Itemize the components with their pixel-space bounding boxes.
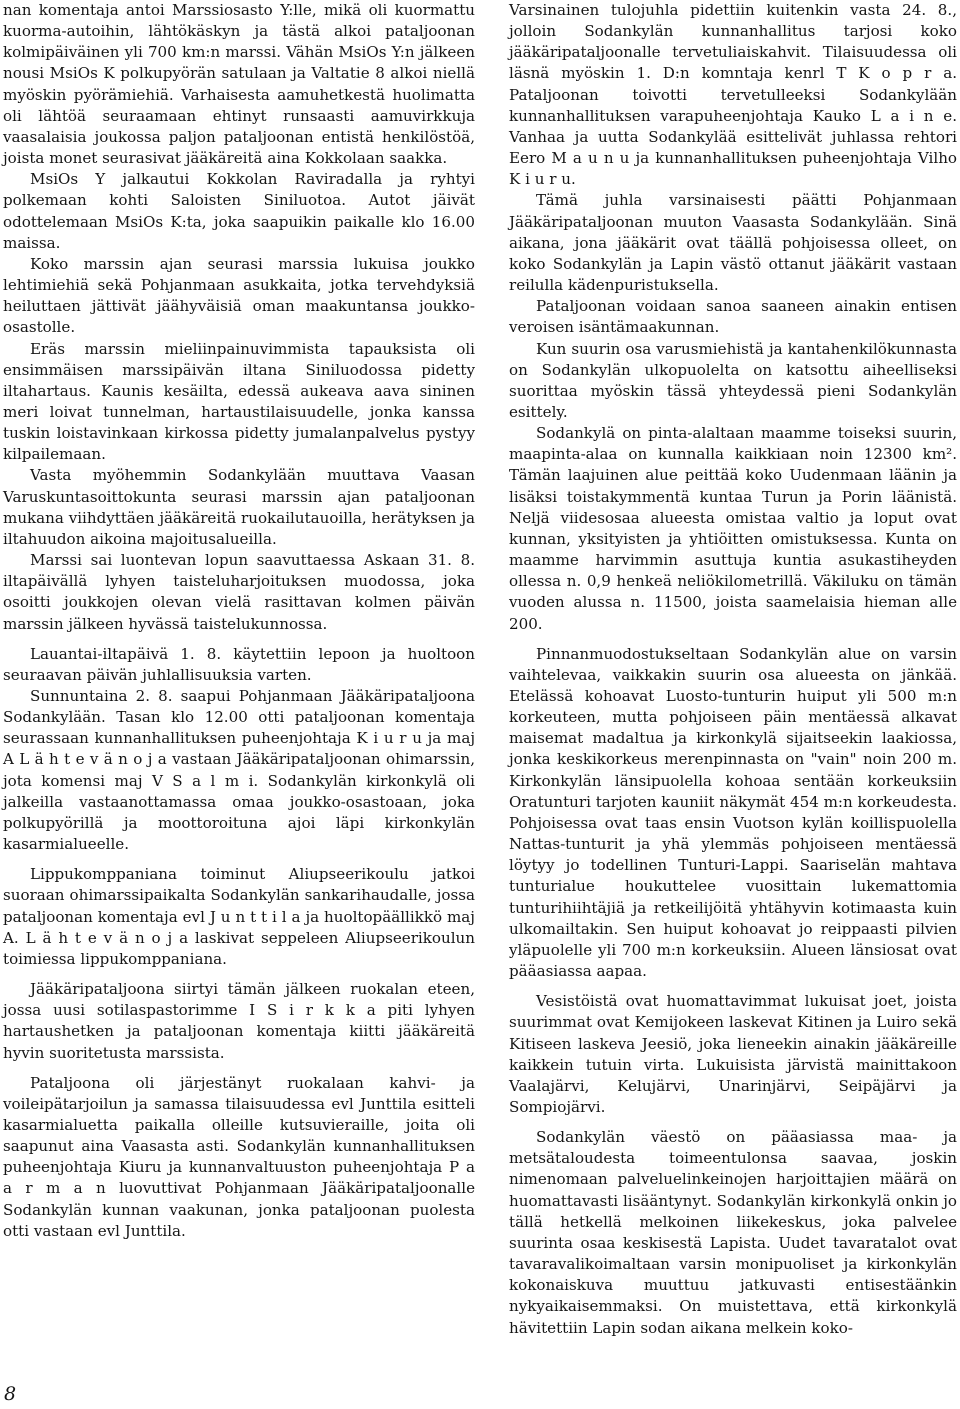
body-paragraph: Lauantai-iltapäivä 1. 8. käytettiin lepoon ja huoltoon seuraavan päivän juhlallisuuksia varten. bbox=[3, 644, 475, 684]
body-paragraph: Jääkäripataljoona siirtyi tämän jälkeen ruokalan eteen, jossa uusi sotilaspastorimme I S i r k k a piti lyhyen hartaushetken ja pataljoonan komentaja kiitti jääkäreitä hyvin suoritetusta marssista. bbox=[3, 980, 475, 1062]
body-paragraph: Lippukomppaniana toiminut Aliupseerikoulu jatkoi suoraan ohimarssipaikalta Sodankylän sankarihaudalle, jossa pataljoonan komentaja evl J u n t t i l a ja huoltopäällikkö maj A. L ä h t e v ä n o j a laskivat seppeleen Aliupseerikoulun toimiessa lippukomppaniana. bbox=[3, 865, 475, 968]
body-paragraph: nan komentaja antoi Marssiosasto Y:lle, mikä oli kuormattu kuorma-autoihin, lähtökäskyn ja tästä alkoi pataljoonan kolmipäiväinen yli 700 km:n marssi. Vähän MsiOs Y:n jälkeen nousi MsiOs K polkupyörän satulaan ja Valtatie 8 alkoi niellä myöskin pyörämiehiä. Varhaisesta aamuhetkestä huolimatta oli lähtöä seuraamaan ehtinyt runsaasti aamuvirkkuja vaasalaisia joukossa paljon pataljoonan entistä henkilöstöä, joista monet seurasivat jääkäreitä aina Kokkolaan saakka. bbox=[3, 1, 475, 168]
body-paragraph: Kun suurin osa varusmiehistä ja kantahenkilökunnasta on Sodankylän ulkopuolelta on katsottu aiheelliseksi suorittaa myöskin tässä yhteydessä pieni Sodankylän esittely. bbox=[509, 339, 957, 421]
body-paragraph: Sunnuntaina 2. 8. saapui Pohjanmaan Jääkäripataljoona Sodankylään. Tasan klo 12.00 otti pataljoonan komentaja seurassaan kunnanhallituksen puheenjohtaja K i u r u ja maj A L ä h t e v ä n o j a vastaan Jääkäripataljoonan ohimarssin, jota komensi maj V S a l m i. Sodankylän kirkonkylä oli jalkeilla vastaanottamassa omaa joukko-osastoaan, joka polkupyörillä ja moottoroituna ajoi läpi kirkonkylän kasarmialueelle. bbox=[3, 687, 475, 854]
body-paragraph: Tämä juhla varsinaisesti päätti Pohjanmaan Jääkäripataljoonan muuton Vaasasta Sodankylään. Sinä aikana, jona jääkärit ovat täällä pohjoisessa olleet, on koko Sodankylän ja Lapin västö ottanut jääkärit vastaan reilulla kädenpuristuksella. bbox=[509, 191, 957, 295]
body-paragraph: Sodankylä on pinta-alaltaan maamme toiseksi suurin, maapinta-alaa on kunnalla kaikkiaan noin 12300 km². Tämän laajuinen alue peittää koko Uudenmaan läänin ja lisäksi toistakymmentä kuntaa Turun ja Porin läänistä. Neljä viidesosaa alueesta omistaa valtio ja loput ovat kunnan, yksityisten ja yhtiöitten omistuksessa. Kunta on maamme harvimmin asuttuja kuntia asukastiheyden ollessa n. 0,9 henkeä neliökilometrillä. Väkiluku on tämän vuoden alussa n. 11500, joista saamelaisia hieman alle 200. bbox=[509, 424, 957, 633]
page-number: 8 bbox=[4, 1383, 17, 1405]
body-paragraph: Pataljoona oli järjestänyt ruokalaan kahvi- ja voileipätarjoilun ja samassa tilaisuudessa evl Junttila esitteli kasarmialuetta paikalla olleille kutsuvieraille, joita oli saapunut aina Vaasasta asti. Sodankylän kunnanhallituksen puheenjohtaja Kiuru ja kunnanvaltuuston puheenjohtaja P a a r m a n luovuttivat Pohjanmaan Jääkäripataljoonalle Sodankylän kunnan vaakunan, jonka pataljoonan puolesta otti vastaan evl Junttila. bbox=[3, 1073, 475, 1240]
right-text-column bbox=[509, 0, 957, 1339]
body-paragraph: Vesistöistä ovat huomattavimmat lukuisat joet, joista suurimmat ovat Kemijokeen laskevat Kitinen ja Luiro sekä Kitiseen laskeva Jeesiö, joka lieneekin ainakin jääkäreille kaikkein tutuin virta. Lukuisista järvistä mainittakoon Vaalajärvi, Kelujärvi, Unarinjärvi, Seipäjärvi ja Sompiojärvi. bbox=[509, 992, 957, 1116]
body-paragraph: Varsinainen tulojuhla pidettiin kuitenkin vasta 24. 8., jolloin Sodankylän kunnanhallitus tarjosi koko jääkäripataljoonalle tervetuliaiskahvit. Tilaisuudessa oli läsnä myöskin 1. D:n komntaja kenrl T K o p r a. Pataljoonan toivotti tervetulleeksi Sodankylään kunnanhallituksen varapuheenjohtaja Kauko L a i n e. Vanhaa ja uutta Sodankylää esittelivät juhlassa rehtori Eero M a u n u ja kunnanhallituksen puheenjohtaja Vilho K i u r u. bbox=[509, 1, 957, 189]
body-paragraph: Sodankylän väestö on pääasiassa maa- ja metsätaloudesta toimeentulonsa saavaa, joskin nimenomaan palveluelinkeinojen harjoittajien määrä on huomattavasti lisääntynyt. Sodankylän kirkonkylä onkin jo tällä hetkellä melkoinen liikekeskus, joka palvelee suurinta osaa keskisestä Lapista. Uudet tavaratalot ovat tavaravalikoimaltaan varsin monipuoliset ja kirkonkylän kokonaiskuva muuttuu jatkuvasti entisestäänkin nykyaikaisemmaksi. On muistettava, että kirkonkylä hävitettiin Lapin sodan aikana melkein koko- bbox=[509, 1128, 957, 1337]
body-paragraph: Koko marssin ajan seurasi marssia lukuisa joukko lehtimiehiä sekä Pohjanmaan asukkaita, jotka tervehdyksiä heiluttaen jättivät jäähyväisiä oman maakuntansa joukko-osastolle. bbox=[3, 254, 475, 337]
body-paragraph: Vasta myöhemmin Sodankylään muuttava Vaasan Varuskuntasoittokunta seurasi marssin ajan pataljoonan mukana viihdyttäen jääkäreitä ruokailutauoilla, herätyksen ja iltahuudon aikoina majoitusalueilla. bbox=[3, 466, 476, 548]
body-paragraph: Pataljoonan voidaan sanoa saaneen ainakin entisen veroisen isäntämaakunnan. bbox=[509, 297, 957, 337]
left-text-column bbox=[3, 0, 475, 1242]
body-paragraph: Marssi sai luontevan lopun saavuttaessa Askaan 31. 8. iltapäivällä lyhyen taisteluharjoituksen muodossa, joka osoitti joukkojen olevan vielä rasittavan kolmen päivän marssin jälkeen hyvässä taistelukunnossa. bbox=[3, 551, 475, 633]
body-paragraph: Pinnanmuodostukseltaan Sodankylän alue on varsin vaihtelevaa, vaikkakin suurin osa alueesta on jänkää. Etelässä kohoavat Luosto-tunturin huiput yli 500 m:n korkeuteen, mutta pohjoiseen päin mentäessä alkavat maisemat madaltua ja kirkonkylä sijaitseekin laakiossa, jonka keskikorkeus merenpinnasta on "vain" noin 200 m. Kirkonkylän länsipuolella kohoaa sentään korkeuksiin Oratunturi tarjoten kauniit näkymät 454 m:n korkeudesta. Pohjoisessa ovat taas ensin Vuotson kylän koillispuolella Nattas-tunturit ja yhä ylemmäs pohjoiseen mentäessä löytyy jo todellinen Tunturi-Lappi. Saariselän mahtava tunturialue houkuttelee vuosittain lukemattomia tunturihiihtäjiä ja retkeilijöitä yhtähyvin kotimaasta kuin ulkomailtakin. Sen huiput kohoavat jo reippaasti pilvien yläpuolelle yli 700 m:n korkeuksiin. Alueen länsiosat ovat pääasiassa aapaa. bbox=[509, 644, 957, 981]
body-paragraph: MsiOs Y jalkautui Kokkolan Raviradalla ja ryhtyi polkemaan kohti Saloisten Siniluotoa. Autot jäivät odottelemaan MsiOs K:ta, joka saapuikin paikalle klo 16.00 maissa. bbox=[3, 170, 475, 252]
body-paragraph: Eräs marssin mieliinpainuvimmista tapauksista oli ensimmäisen marssipäivän iltana Siniluodossa pidetty iltahartaus. Kaunis kesäilta, edessä aukeava aava sininen meri loivat tunnelman, hartaustilaisuudelle, jonka kanssa tuskin loistavinkaan kirkossa pidetty jumalanpalvelus pystyy kilpailemaan. bbox=[3, 339, 475, 464]
